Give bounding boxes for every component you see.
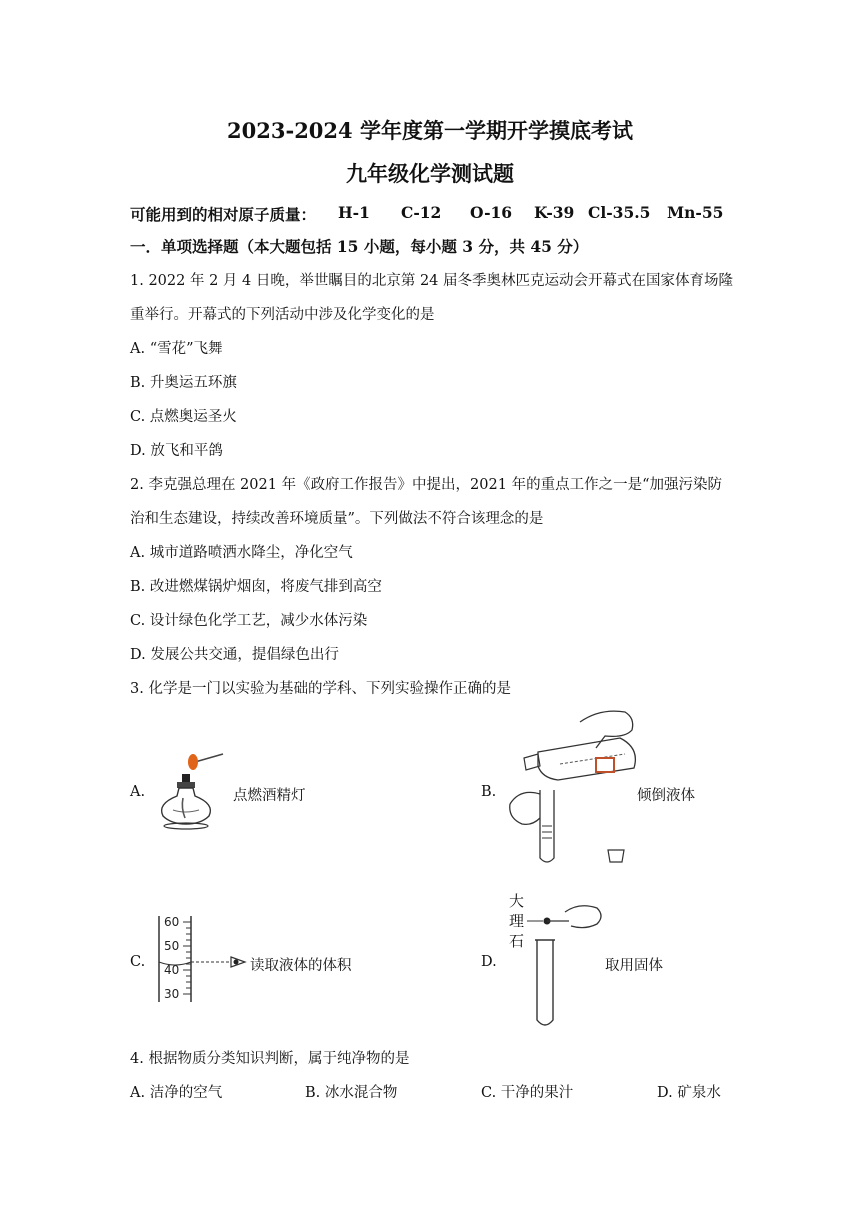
q2-option-d: D. 发展公共交通，提倡绿色出行 <box>130 647 339 663</box>
q2-option-b: B. 改进燃煤锅炉烟囱，将废气排到高空 <box>130 579 382 595</box>
q4-option-d: D. 矿泉水 <box>657 1085 721 1101</box>
exam-subtitle: 九年级化学测试题 <box>346 161 514 186</box>
q4-stem: 4. 根据物质分类知识判断，属于纯净物的是 <box>130 1051 410 1067</box>
pouring-liquid-illustration <box>500 708 650 868</box>
cylinder-tick-label: 40 <box>164 963 180 977</box>
q3-option-d-letter: D. <box>481 954 497 970</box>
q3-option-b-letter: B. <box>481 784 497 800</box>
q1-option-b: B. 升奥运五环旗 <box>130 375 237 391</box>
taking-solid-illustration <box>505 888 605 1033</box>
exam-title: 2023-2024 学年度第一学期开学摸底考试 <box>227 118 633 143</box>
q4-option-b: B. 冰水混合物 <box>305 1085 398 1101</box>
cylinder-tick-label: 50 <box>164 939 180 953</box>
q2-stem-line2: 治和生态建设，持续改善环境质量”。下列做法不符合该理念的是 <box>130 511 544 527</box>
marble-label-char: 大 <box>509 892 525 910</box>
marble-label-char: 理 <box>509 912 525 930</box>
atomic-mass-item: C-12 <box>401 203 442 222</box>
marble-label-char: 石 <box>509 932 525 950</box>
graduated-cylinder-illustration <box>155 912 247 1006</box>
atomic-mass-item: O-16 <box>470 203 513 222</box>
atomic-mass-item: Cl-35.5 <box>588 203 651 222</box>
q1-option-a: A. “雪花”飞舞 <box>130 341 223 357</box>
q1-stem-line2: 重举行。开幕式的下列活动中涉及化学变化的是 <box>130 307 435 323</box>
atomic-mass-line <box>130 203 730 225</box>
q2-stem-line1: 2. 李克强总理在 2021 年《政府工作报告》中提出，2021 年的重点工作之一是“加强污染防 <box>130 477 722 493</box>
q3-option-c-letter: C. <box>130 954 146 970</box>
atomic-mass-label: 可能用到的相对原子质量： <box>130 205 317 224</box>
atomic-mass-item: H-1 <box>338 203 370 222</box>
cylinder-tick-label: 60 <box>164 915 180 929</box>
atomic-mass-item: K-39 <box>534 203 575 222</box>
q3-option-d-caption: 取用固体 <box>605 958 663 974</box>
q4-option-a: A. 洁净的空气 <box>130 1085 223 1101</box>
section-heading: 一．单项选择题（本大题包括 15 小题，每小题 3 分，共 45 分） <box>130 237 589 256</box>
alcohol-lamp-illustration <box>155 752 225 832</box>
q3-option-c-caption: 读取液体的体积 <box>250 958 352 974</box>
q1-option-c: C. 点燃奥运圣火 <box>130 409 237 425</box>
q3-option-a-letter: A. <box>130 784 146 800</box>
q3-stem: 3. 化学是一门以实验为基础的学科、下列实验操作正确的是 <box>130 681 511 697</box>
q3-option-a-caption: 点燃酒精灯 <box>233 788 306 804</box>
q3-option-b-caption: 倾倒液体 <box>637 788 695 804</box>
q2-option-c: C. 设计绿色化学工艺，减少水体污染 <box>130 613 368 629</box>
q1-option-d: D. 放飞和平鸽 <box>130 443 223 459</box>
eye-icon <box>231 957 245 967</box>
q4-option-c: C. 干净的果汁 <box>481 1085 574 1101</box>
q1-stem-line1: 1. 2022 年 2 月 4 日晚，举世瞩目的北京第 24 届冬季奥林匹克运动会开幕式在国家体育场隆 <box>130 273 734 289</box>
cylinder-tick-label: 30 <box>164 987 180 1001</box>
q2-option-a: A. 城市道路喷洒水降尘，净化空气 <box>130 545 353 561</box>
atomic-mass-item: Mn-55 <box>667 203 724 222</box>
